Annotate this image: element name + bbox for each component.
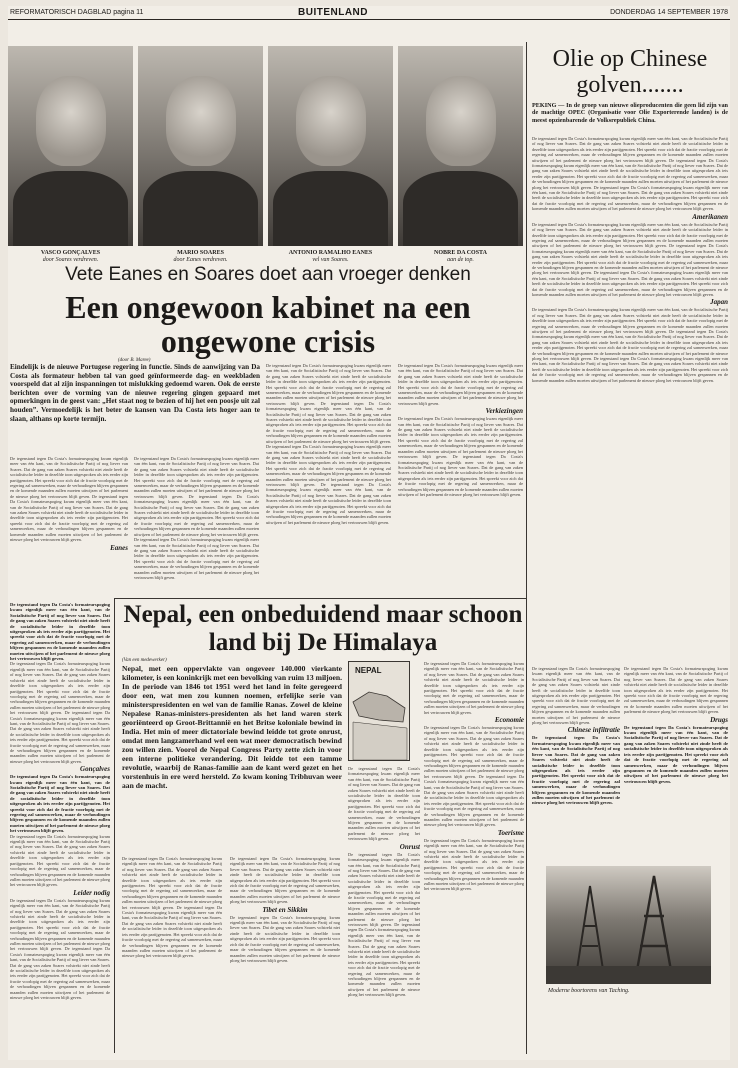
nepal-col-4: De tegenstand tegen Da Costa's formateurspoging kwam eigenlijk meer van één kant, van de Socialistische Partij of nog liever van Soares. Dat de gang van zaken Soares volstrekt niet zinde heeft de socialistische leider in dezelfde toon uitgesproken als iets eerder zijn partijgenoten. Het spreekt voor zich dat de fractie voorlopig met de regering zal samenwerken, maar de verhoudingen blijven gespannen en de komende maanden zullen moeten uitwijzen of het parlement de nieuwe ploeg het vertrouwen blijft geven. Economie De tegenstand tegen Da Costa's formateurspoging kwam eigenlijk meer van één kant, van de Socialistische Partij of nog liever van Soares. Dat de gang van zaken Soares volstrekt niet zinde heeft de socialistische leider in dezelfde toon uitgesproken als iets eerder zijn partijgenoten. Het spreekt voor zich dat de fractie voorlopig met de regering zal samenwerken, maar de verhoudingen blijven gespannen en de komende maanden zullen moeten uitwijzen of het parlement de nieuwe ploeg het vertrouwen blijft geven. De tegenstand tegen Da Costa's formateurspoging kwam eigenlijk meer van één kant, van de Socialistische Partij of nog liever van Soares. Dat de gang van zaken Soares volstrekt niet zinde heeft de socialistische leider in dezelfde toon uitgesproken als iets eerder zijn partijgenoten. Het spreekt voor zich dat de fractie voorlopig met de regering zal samenwerken, maar de verhoudingen blijven gespannen en de komende maanden zullen moeten uitwijzen of het parlement de nieuwe ploeg het vertrouwen blijft geven. Toerisme De tegenstand tegen Da Costa's formateurspoging kwam eigenlijk meer van één kant, van de Socialistische Partij of nog liever van Soares. Dat de gang van zaken Soares volstrekt niet zinde heeft de socialistische leider in dezelfde toon uitgesproken als iets eerder zijn partijgenoten. Het spreekt voor zich dat de fractie voorlopig met de regering zal samenwerken, maar de verhoudingen blijven gespannen en de komende maanden zullen moeten uitwijzen of het parlement de nieuwe ploeg het vertrouwen blijft geven. [424, 661, 524, 892]
header-date: DONDERDAG 14 SEPTEMBER 1978 [610, 9, 728, 16]
portugal-lead: Eindelijk is de nieuwe Portugese regering in functie. Sinds de aanwijzing van Da Costa als formateur hebben tal van goed geïnformeerde dag- en weekbladen voorspeld dat al zijn inspanningen tot mislukking gedoemd waren. Ook de eerste berichten over de vorming van de nieuwe regering gingen gepaard met opmerkingen in de geest van: „Het staat nog te bezien of hij het een poosje uit zal houden”. Vermoedelijk is het beter de kansen van Da Costa iets hoger aan te slaan, althans op korte termijn. [10, 363, 260, 423]
subhead-leider-nodig: Leider nodig [73, 888, 110, 897]
nepal-col-2: De tegenstand tegen Da Costa's formateurspoging kwam eigenlijk meer van één kant, van de Socialistische Partij of nog liever van Soares. Dat de gang van zaken Soares volstrekt niet zinde heeft de socialistische leider in dezelfde toon uitgesproken als iets eerder zijn partijgenoten. Het spreekt voor zich dat de fractie voorlopig met de regering zal samenwerken, maar de verhoudingen blijven gespannen en de komende maanden zullen moeten uitwijzen of het parlement de nieuwe ploeg het vertrouwen blijft geven. Tibet en Sikkim De tegenstand tegen Da Costa's formateurspoging kwam eigenlijk meer van één kant, van de Socialistische Partij of nog liever van Soares. Dat de gang van zaken Soares volstrekt niet zinde heeft de socialistische leider in dezelfde toon uitgesproken als iets eerder zijn partijgenoten. Het spreekt voor zich dat de fractie voorlopig met de regering zal samenwerken, maar de verhoudingen blijven gespannen en de komende maanden zullen moeten uitwijzen of het parlement de nieuwe ploeg het vertrouwen blijft geven. [230, 856, 340, 963]
subhead-economie: Economie [494, 716, 524, 725]
olie-lead: PEKING — In de groep van nieuwe olieproducenten die geen lid zijn van de machtige OPEC (Organisatie voor Olie Exporterende landen) is de meest opzienbarende de Volksrepubliek China. [532, 102, 728, 124]
subhead-chinese-infiltratie: Chinese infiltratie [567, 726, 620, 735]
portugal-headline: Een ongewoon kabinet na een ongewone crisis [65, 289, 471, 359]
nepal-lead: Nepal, met een oppervlakte van ongeveer 140.000 vierkante kilometer, is een koninkrijk met een bevolking van ruim 13 miljoen. In de periode van 1846 tot 1951 werd het land in feite geregeerd door een, wat men zou kunnen noemen, erfelijke serie van ministerspresidenten en wel van de familie Ranas. Zowel de kleine Nepalese Ranas-ministers-presidenten als het land waren sterk georiënteerd op Groot-Brittannië en het Britse koloniale bewind in India. Het min of meer dictatoriale bewind leidde tot grote onrust, omdat men langzamerhand wel een wat meer democratisch bewind zou willen zien. Voorol de Nepal Congress Party zette zich in voor een interne politieke verandering. Dit leidde tot een tamme revolutie, waarbij de Ranas-familie aan de kant werd gezet en het vorstenhuis in ere werd hersteld. Zo kwam koning Tribhuvan weer aan de macht. [122, 664, 342, 790]
portugal-col-2: De tegenstand tegen Da Costa's formateurspoging kwam eigenlijk meer van één kant, van de Socialistische Partij of nog liever van Soares. Dat de gang van zaken Soares volstrekt niet zinde heeft de socialistische leider in dezelfde toon uitgesproken als iets eerder zijn partijgenoten. Het spreekt voor zich dat de fractie voorlopig met de regering zal samenwerken, maar de verhoudingen blijven gespannen en de komende maanden zullen moeten uitwijzen of het parlement de nieuwe ploeg het vertrouwen blijft geven. De tegenstand tegen Da Costa's formateurspoging kwam eigenlijk meer van één kant, van de Socialistische Partij of nog liever van Soares. Dat de gang van zaken Soares volstrekt niet zinde heeft de socialistische leider in dezelfde toon uitgesproken als iets eerder zijn partijgenoten. Het spreekt voor zich dat de fractie voorlopig met de regering zal samenwerken, maar de verhoudingen blijven gespannen en de komende maanden zullen moeten uitwijzen of het parlement de nieuwe ploeg het vertrouwen blijft geven. De tegenstand tegen Da Costa's formateurspoging kwam eigenlijk meer van één kant, van de Socialistische Partij of nog liever van Soares. Dat de gang van zaken Soares volstrekt niet zinde heeft de socialistische leider in dezelfde toon uitgesproken als iets eerder zijn partijgenoten. Het spreekt voor zich dat de fractie voorlopig met de regering zal samenwerken, maar de verhoudingen blijven gespannen en de komende maanden zullen moeten uitwijzen of het parlement de nieuwe ploeg het vertrouwen blijft geven. [134, 456, 259, 580]
portrait-da-costa [398, 46, 523, 246]
subhead-amerikanen: Amerikanen [692, 212, 728, 221]
subhead-toerisme: Toerisme [497, 828, 524, 837]
nepal-map [348, 661, 410, 761]
oil-derricks-photo [546, 866, 711, 984]
olie-photo-caption: Moderne boortorens van Taching. [548, 988, 630, 994]
caption-2: MARIO SOARES door Eanes verdreven. [173, 250, 228, 263]
subhead-onrust: Onrust [399, 842, 420, 851]
subhead-verkiezingen: Verkiezingen [485, 407, 523, 416]
portugal-byline: (door B. Maree) [118, 358, 151, 363]
nepal-col-right: De tegenstand tegen Da Costa's formateurspoging kwam eigenlijk meer van één kant, van de Socialistische Partij of nog liever van Soares. Dat de gang van zaken Soares volstrekt niet zinde heeft de socialistische leider in dezelfde toon uitgesproken als iets eerder zijn partijgenoten. Het spreekt voor zich dat de fractie voorlopig met de regering zal samenwerken, maar de verhoudingen blijven gespannen en de komende maanden zullen moeten uitwijzen of het parlement de nieuwe ploeg het vertrouwen blijft geven. Drugs De tegenstand tegen Da Costa's formateurspoging kwam eigenlijk meer van één kant, van de Socialistische Partij of nog liever van Soares. Dat de gang van zaken Soares volstrekt niet zinde heeft de socialistische leider in dezelfde toon uitgesproken als iets eerder zijn partijgenoten. Het spreekt voor zich dat de fractie voorlopig met de regering zal samenwerken, maar de verhoudingen blijven gespannen en de komende maanden zullen moeten uitwijzen of het parlement de nieuwe ploeg het vertrouwen blijft geven. [624, 666, 728, 784]
subhead-drugs: Drugs [710, 715, 728, 724]
caption-4: NOBRE DA COSTA aan de top. [434, 250, 487, 263]
portugal-col-3: De tegenstand tegen Da Costa's formateurspoging kwam eigenlijk meer van één kant, van de Socialistische Partij of nog liever van Soares. Dat de gang van zaken Soares volstrekt niet zinde heeft de socialistische leider in dezelfde toon uitgesproken als iets eerder zijn partijgenoten. Het spreekt voor zich dat de fractie voorlopig met de regering zal samenwerken, maar de verhoudingen blijven gespannen en de komende maanden zullen moeten uitwijzen of het parlement de nieuwe ploeg het vertrouwen blijft geven. De tegenstand tegen Da Costa's formateurspoging kwam eigenlijk meer van één kant, van de Socialistische Partij of nog liever van Soares. Dat de gang van zaken Soares volstrekt niet zinde heeft de socialistische leider in dezelfde toon uitgesproken als iets eerder zijn partijgenoten. Het spreekt voor zich dat de fractie voorlopig met de regering zal samenwerken, maar de verhoudingen blijven gespannen en de komende maanden zullen moeten uitwijzen of het parlement de nieuwe ploeg het vertrouwen blijft geven. De tegenstand tegen Da Costa's formateurspoging kwam eigenlijk meer van één kant, van de Socialistische Partij of nog liever van Soares. Dat de gang van zaken Soares volstrekt niet zinde heeft de socialistische leider in dezelfde toon uitgesproken als iets eerder zijn partijgenoten. Het spreekt voor zich dat de fractie voorlopig met de regering zal samenwerken, maar de verhoudingen blijven gespannen en de komende maanden zullen moeten uitwijzen of het parlement de nieuwe ploeg het vertrouwen blijft geven. De tegenstand tegen Da Costa's formateurspoging kwam eigenlijk meer van één kant, van de Socialistische Partij of nog liever van Soares. Dat de gang van zaken Soares volstrekt niet zinde heeft de socialistische leider in dezelfde toon uitgesproken als iets eerder zijn partijgenoten. Het spreekt voor zich dat de fractie voorlopig met de regering zal samenwerken, maar de verhoudingen blijven gespannen en de komende maanden zullen moeten uitwijzen of het parlement de nieuwe ploeg het vertrouwen blijft geven. [266, 363, 391, 525]
portrait-eanes [268, 46, 393, 246]
header-left: REFORMATORISCH DAGBLAD pagina 11 [10, 9, 144, 16]
section-title: BUITENLAND [298, 7, 368, 18]
map-drawing [349, 662, 410, 761]
olie-headline: Olie op Chinese golven....... [552, 46, 708, 98]
subhead-tibet: Tibet en Sikkim [262, 905, 308, 914]
olie-body: De tegenstand tegen Da Costa's formateurspoging kwam eigenlijk meer van één kant, van de Socialistische Partij of nog liever van Soares. Dat de gang van zaken Soares volstrekt niet zinde heeft de socialistische leider in dezelfde toon uitgesproken als iets eerder zijn partijgenoten. Het spreekt voor zich dat de fractie voorlopig met de regering zal samenwerken, maar de verhoudingen blijven gespannen en de komende maanden zullen moeten uitwijzen of het parlement de nieuwe ploeg het vertrouwen blijft geven. De tegenstand tegen Da Costa's formateurspoging kwam eigenlijk meer van één kant, van de Socialistische Partij of nog liever van Soares. Dat de gang van zaken Soares volstrekt niet zinde heeft de socialistische leider in dezelfde toon uitgesproken als iets eerder zijn partijgenoten. Het spreekt voor zich dat de fractie voorlopig met de regering zal samenwerken, maar de verhoudingen blijven gespannen en de komende maanden zullen moeten uitwijzen of het parlement de nieuwe ploeg het vertrouwen blijft geven. De tegenstand tegen Da Costa's formateurspoging kwam eigenlijk meer van één kant, van de Socialistische Partij of nog liever van Soares. Dat de gang van zaken Soares volstrekt niet zinde heeft de socialistische leider in dezelfde toon uitgesproken als iets eerder zijn partijgenoten. Het spreekt voor zich dat de fractie voorlopig met de regering zal samenwerken, maar de verhoudingen blijven gespannen en de komende maanden zullen moeten uitwijzen of het parlement de nieuwe ploeg het vertrouwen blijft geven. Amerikanen De tegenstand tegen Da Costa's formateurspoging kwam eigenlijk meer van één kant, van de Socialistische Partij of nog liever van Soares. Dat de gang van zaken Soares volstrekt niet zinde heeft de socialistische leider in dezelfde toon uitgesproken als iets eerder zijn partijgenoten. Het spreekt voor zich dat de fractie voorlopig met de regering zal samenwerken, maar de verhoudingen blijven gespannen en de komende maanden zullen moeten uitwijzen of het parlement de nieuwe ploeg het vertrouwen blijft geven. De tegenstand tegen Da Costa's formateurspoging kwam eigenlijk meer van één kant, van de Socialistische Partij of nog liever van Soares. Dat de gang van zaken Soares volstrekt niet zinde heeft de socialistische leider in dezelfde toon uitgesproken als iets eerder zijn partijgenoten. Het spreekt voor zich dat de fractie voorlopig met de regering zal samenwerken, maar de verhoudingen blijven gespannen en de komende maanden zullen moeten uitwijzen of het parlement de nieuwe ploeg het vertrouwen blijft geven. De tegenstand tegen Da Costa's formateurspoging kwam eigenlijk meer van één kant, van de Socialistische Partij of nog liever van Soares. Dat de gang van zaken Soares volstrekt niet zinde heeft de socialistische leider in dezelfde toon uitgesproken als iets eerder zijn partijgenoten. Het spreekt voor zich dat de fractie voorlopig met de regering zal samenwerken, maar de verhoudingen blijven gespannen en de komende maanden zullen moeten uitwijzen of het parlement de nieuwe ploeg het vertrouwen blijft geven. Japan De tegenstand tegen Da Costa's formateurspoging kwam eigenlijk meer van één kant, van de Socialistische Partij of nog liever van Soares. Dat de gang van zaken Soares volstrekt niet zinde heeft de socialistische leider in dezelfde toon uitgesproken als iets eerder zijn partijgenoten. Het spreekt voor zich dat de fractie voorlopig met de regering zal samenwerken, maar de verhoudingen blijven gespannen en de komende maanden zullen moeten uitwijzen of het parlement de nieuwe ploeg het vertrouwen blijft geven. De tegenstand tegen Da Costa's formateurspoging kwam eigenlijk meer van één kant, van de Socialistische Partij of nog liever van Soares. Dat de gang van zaken Soares volstrekt niet zinde heeft de socialistische leider in dezelfde toon uitgesproken als iets eerder zijn partijgenoten. Het spreekt voor zich dat de fractie voorlopig met de regering zal samenwerken, maar de verhoudingen blijven gespannen en de komende maanden zullen moeten uitwijzen of het parlement de nieuwe ploeg het vertrouwen blijft geven. De tegenstand tegen Da Costa's formateurspoging kwam eigenlijk meer van één kant, van de Socialistische Partij of nog liever van Soares. Dat de gang van zaken Soares volstrekt niet zinde heeft de socialistische leider in dezelfde toon uitgesproken als iets eerder zijn partijgenoten. Het spreekt voor zich dat de fractie voorlopig met de regering zal samenwerken, maar de verhoudingen blijven gespannen en de komende maanden zullen moeten uitwijzen of het parlement de nieuwe ploeg het vertrouwen blijft geven. [532, 136, 728, 383]
nepal-col-right-2: De tegenstand tegen Da Costa's formateurspoging kwam eigenlijk meer van één kant, van de Socialistische Partij of nog liever van Soares. Dat de gang van zaken Soares volstrekt niet zinde heeft de socialistische leider in dezelfde toon uitgesproken als iets eerder zijn partijgenoten. Het spreekt voor zich dat de fractie voorlopig met de regering zal samenwerken, maar de verhoudingen blijven gespannen en de komende maanden zullen moeten uitwijzen of het parlement de nieuwe ploeg het vertrouwen blijft geven. Chinese infiltratie De tegenstand tegen Da Costa's formateurspoging kwam eigenlijk meer van één kant, van de Socialistische Partij of nog liever van Soares. Dat de gang van zaken Soares volstrekt niet zinde heeft de socialistische leider in dezelfde toon uitgesproken als iets eerder zijn partijgenoten. Het spreekt voor zich dat de fractie voorlopig met de regering zal samenwerken, maar de verhoudingen blijven gespannen en de komende maanden zullen moeten uitwijzen of het parlement de nieuwe ploeg het vertrouwen blijft geven. [532, 666, 620, 806]
portugal-col-1: De tegenstand tegen Da Costa's formateurspoging kwam eigenlijk meer van één kant, van de Socialistische Partij of nog liever van Soares. Dat de gang van zaken Soares volstrekt niet zinde heeft de socialistische leider in dezelfde toon uitgesproken als iets eerder zijn partijgenoten. Het spreekt voor zich dat de fractie voorlopig met de regering zal samenwerken, maar de verhoudingen blijven gespannen en de komende maanden zullen moeten uitwijzen of het parlement de nieuwe ploeg het vertrouwen blijft geven. De tegenstand tegen Da Costa's formateurspoging kwam eigenlijk meer van één kant, van de Socialistische Partij of nog liever van Soares. Dat de gang van zaken Soares volstrekt niet zinde heeft de socialistische leider in dezelfde toon uitgesproken als iets eerder zijn partijgenoten. Het spreekt voor zich dat de fractie voorlopig met de regering zal samenwerken, maar de verhoudingen blijven gespannen en de komende maanden zullen moeten uitwijzen of het parlement de nieuwe ploeg het vertrouwen blijft geven. Eanes [10, 456, 128, 552]
map-label: NEPAL [355, 666, 382, 675]
portugal-col-4: De tegenstand tegen Da Costa's formateurspoging kwam eigenlijk meer van één kant, van de Socialistische Partij of nog liever van Soares. Dat de gang van zaken Soares volstrekt niet zinde heeft de socialistische leider in dezelfde toon uitgesproken als iets eerder zijn partijgenoten. Het spreekt voor zich dat de fractie voorlopig met de regering zal samenwerken, maar de verhoudingen blijven gespannen en de komende maanden zullen moeten uitwijzen of het parlement de nieuwe ploeg het vertrouwen blijft geven. Verkiezingen De tegenstand tegen Da Costa's formateurspoging kwam eigenlijk meer van één kant, van de Socialistische Partij of nog liever van Soares. Dat de gang van zaken Soares volstrekt niet zinde heeft de socialistische leider in dezelfde toon uitgesproken als iets eerder zijn partijgenoten. Het spreekt voor zich dat de fractie voorlopig met de regering zal samenwerken, maar de verhoudingen blijven gespannen en de komende maanden zullen moeten uitwijzen of het parlement de nieuwe ploeg het vertrouwen blijft geven. De tegenstand tegen Da Costa's formateurspoging kwam eigenlijk meer van één kant, van de Socialistische Partij of nog liever van Soares. Dat de gang van zaken Soares volstrekt niet zinde heeft de socialistische leider in dezelfde toon uitgesproken als iets eerder zijn partijgenoten. Het spreekt voor zich dat de fractie voorlopig met de regering zal samenwerken, maar de verhoudingen blijven gespannen en de komende maanden zullen moeten uitwijzen of het parlement de nieuwe ploeg het vertrouwen blijft geven. [398, 363, 523, 497]
derrick-drawing [546, 866, 711, 984]
subhead-goncalves: Gonçalves [80, 765, 110, 774]
portrait-soares [138, 46, 263, 246]
newspaper-page [8, 6, 730, 1060]
page-header [8, 6, 730, 20]
portrait-strip [8, 46, 524, 263]
portugal-col-left-continued: De tegenstand tegen Da Costa's formateurspoging kwam eigenlijk meer van één kant, van de Socialistische Partij of nog liever van Soares. Dat de gang van zaken Soares volstrekt niet zinde heeft de socialistische leider in dezelfde toon uitgesproken als iets eerder zijn partijgenoten. Het spreekt voor zich dat de fractie voorlopig met de regering zal samenwerken, maar de verhoudingen blijven gespannen en de komende maanden zullen moeten uitwijzen of het parlement de nieuwe ploeg het vertrouwen blijft geven. De tegenstand tegen Da Costa's formateurspoging kwam eigenlijk meer van één kant, van de Socialistische Partij of nog liever van Soares. Dat de gang van zaken Soares volstrekt niet zinde heeft de socialistische leider in dezelfde toon uitgesproken als iets eerder zijn partijgenoten. Het spreekt voor zich dat de fractie voorlopig met de regering zal samenwerken, maar de verhoudingen blijven gespannen en de komende maanden zullen moeten uitwijzen of het parlement de nieuwe ploeg het vertrouwen blijft geven. De tegenstand tegen Da Costa's formateurspoging kwam eigenlijk meer van één kant, van de Socialistische Partij of nog liever van Soares. Dat de gang van zaken Soares volstrekt niet zinde heeft de socialistische leider in dezelfde toon uitgesproken als iets eerder zijn partijgenoten. Het spreekt voor zich dat de fractie voorlopig met de regering zal samenwerken, maar de verhoudingen blijven gespannen en de komende maanden zullen moeten uitwijzen of het parlement de nieuwe ploeg het vertrouwen blijft geven. Gonçalves De tegenstand tegen Da Costa's formateurspoging kwam eigenlijk meer van één kant, van de Socialistische Partij of nog liever van Soares. Dat de gang van zaken Soares volstrekt niet zinde heeft de socialistische leider in dezelfde toon uitgesproken als iets eerder zijn partijgenoten. Het spreekt voor zich dat de fractie voorlopig met de regering zal samenwerken, maar de verhoudingen blijven gespannen en de komende maanden zullen moeten uitwijzen of het parlement de nieuwe ploeg het vertrouwen blijft geven. De tegenstand tegen Da Costa's formateurspoging kwam eigenlijk meer van één kant, van de Socialistische Partij of nog liever van Soares. Dat de gang van zaken Soares volstrekt niet zinde heeft de socialistische leider in dezelfde toon uitgesproken als iets eerder zijn partijgenoten. Het spreekt voor zich dat de fractie voorlopig met de regering zal samenwerken, maar de verhoudingen blijven gespannen en de komende maanden zullen moeten uitwijzen of het parlement de nieuwe ploeg het vertrouwen blijft geven. Leider nodig De tegenstand tegen Da Costa's formateurspoging kwam eigenlijk meer van één kant, van de Socialistische Partij of nog liever van Soares. Dat de gang van zaken Soares volstrekt niet zinde heeft de socialistische leider in dezelfde toon uitgesproken als iets eerder zijn partijgenoten. Het spreekt voor zich dat de fractie voorlopig met de regering zal samenwerken, maar de verhoudingen blijven gespannen en de komende maanden zullen moeten uitwijzen of het parlement de nieuwe ploeg het vertrouwen blijft geven. De tegenstand tegen Da Costa's formateurspoging kwam eigenlijk meer van één kant, van de Socialistische Partij of nog liever van Soares. Dat de gang van zaken Soares volstrekt niet zinde heeft de socialistische leider in dezelfde toon uitgesproken als iets eerder zijn partijgenoten. Het spreekt voor zich dat de fractie voorlopig met de regering zal samenwerken, maar de verhoudingen blijven gespannen en de komende maanden zullen moeten uitwijzen of het parlement de nieuwe ploeg het vertrouwen blijft geven. [10, 602, 110, 1001]
nepal-headline: Nepal, een onbeduidend maar schoon land bij De Himalaya [123, 601, 523, 656]
subhead-japan: Japan [710, 298, 728, 307]
nepal-byline: (Van een medewerker) [122, 658, 167, 663]
caption-1: VASCO GONÇALVES door Soares verdreven. [40, 250, 101, 263]
caption-3: ANTONIO RAMALHO EANES vel van Soares. [288, 250, 373, 263]
portrait-goncalves [8, 46, 133, 246]
subhead-eanes: Eanes [110, 543, 128, 552]
nepal-col-1: De tegenstand tegen Da Costa's formateurspoging kwam eigenlijk meer van één kant, van de Socialistische Partij of nog liever van Soares. Dat de gang van zaken Soares volstrekt niet zinde heeft de socialistische leider in dezelfde toon uitgesproken als iets eerder zijn partijgenoten. Het spreekt voor zich dat de fractie voorlopig met de regering zal samenwerken, maar de verhoudingen blijven gespannen en de komende maanden zullen moeten uitwijzen of het parlement de nieuwe ploeg het vertrouwen blijft geven. De tegenstand tegen Da Costa's formateurspoging kwam eigenlijk meer van één kant, van de Socialistische Partij of nog liever van Soares. Dat de gang van zaken Soares volstrekt niet zinde heeft de socialistische leider in dezelfde toon uitgesproken als iets eerder zijn partijgenoten. Het spreekt voor zich dat de fractie voorlopig met de regering zal samenwerken, maar de verhoudingen blijven gespannen en de komende maanden zullen moeten uitwijzen of het parlement de nieuwe ploeg het vertrouwen blijft geven. [122, 856, 222, 959]
portugal-kicker: Vete Eanes en Soares doet aan vroeger denken [65, 264, 471, 285]
nepal-col-3: De tegenstand tegen Da Costa's formateurspoging kwam eigenlijk meer van één kant, van de Socialistische Partij of nog liever van Soares. Dat de gang van zaken Soares volstrekt niet zinde heeft de socialistische leider in dezelfde toon uitgesproken als iets eerder zijn partijgenoten. Het spreekt voor zich dat de fractie voorlopig met de regering zal samenwerken, maar de verhoudingen blijven gespannen en de komende maanden zullen moeten uitwijzen of het parlement de nieuwe ploeg het vertrouwen blijft geven. Onrust De tegenstand tegen Da Costa's formateurspoging kwam eigenlijk meer van één kant, van de Socialistische Partij of nog liever van Soares. Dat de gang van zaken Soares volstrekt niet zinde heeft de socialistische leider in dezelfde toon uitgesproken als iets eerder zijn partijgenoten. Het spreekt voor zich dat de fractie voorlopig met de regering zal samenwerken, maar de verhoudingen blijven gespannen en de komende maanden zullen moeten uitwijzen of het parlement de nieuwe ploeg het vertrouwen blijft geven. De tegenstand tegen Da Costa's formateurspoging kwam eigenlijk meer van één kant, van de Socialistische Partij of nog liever van Soares. Dat de gang van zaken Soares volstrekt niet zinde heeft de socialistische leider in dezelfde toon uitgesproken als iets eerder zijn partijgenoten. Het spreekt voor zich dat de fractie voorlopig met de regering zal samenwerken, maar de verhoudingen blijven gespannen en de komende maanden zullen moeten uitwijzen of het parlement de nieuwe ploeg het vertrouwen blijft geven. [348, 766, 420, 998]
